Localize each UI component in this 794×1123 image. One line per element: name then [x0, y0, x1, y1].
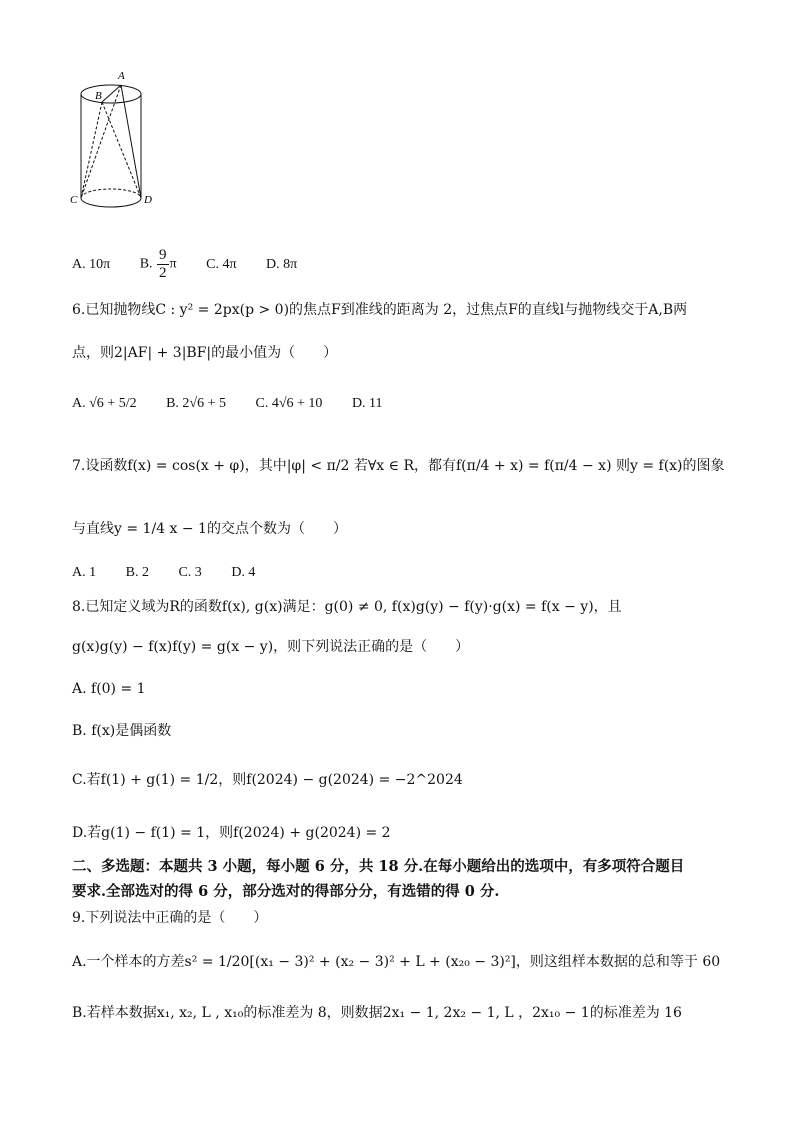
figure-label-a: A [118, 70, 125, 82]
q7-option-a: A. 1 [72, 565, 97, 580]
q5-option-a: A. 10π [72, 256, 111, 272]
figure-label-d: D [144, 194, 152, 206]
figure-label-b: B [95, 90, 102, 102]
q9-option-b: B.若样本数据x₁, x₂, L , x₁₀的标准差为 8，则数据2x₁ − 1, 2x₂ − 1, L ，2x₁₀ − 1的标准差为 16 [72, 1005, 682, 1021]
q6-stem-line2: 点，则2|AF| + 3|BF|的最小值为（ ） [72, 345, 338, 361]
q6-options [72, 397, 409, 411]
q5-options [72, 248, 323, 281]
q8-stem-line1: 8.已知定义域为R的函数f(x), g(x)满足：g(0) ≠ 0, f(x)g(y) − f(y)·g(x) = f(x − y)，且 [72, 599, 622, 615]
q6-stem-line1: 6.已知抛物线C : y² = 2px(p > 0)的焦点F到准线的距离为 2，过焦点F的直线l与抛物线交于A,B两 [72, 302, 688, 318]
cylinder-cone-figure [66, 62, 166, 212]
q7-stem-line1: 7.设函数f(x) = cos(x + φ)，其中|φ| < π/2 若∀x ∈ R，都有f(π/4 + x) = f(π/4 − x) 则y = f(x)的图象 [72, 458, 725, 474]
q7-option-c: C. 3 [178, 565, 202, 580]
q6-option-b: B. 2√6 + 5 [166, 396, 227, 411]
q7-options [72, 566, 281, 580]
section2-heading-line1: 二、多选题：本题共 3 小题，每小题 6 分，共 18 分.在每小题给出的选项中，有多项符合题目 [72, 858, 685, 875]
q5-option-b: B. $\frac{9}{2}$ π [139, 247, 177, 281]
q6-option-a: A. √6 + 5/2 [72, 396, 137, 411]
q6-option-c: C. 4√6 + 10 [255, 396, 323, 411]
q8-option-b: B. f(x)是偶函数 [72, 723, 172, 739]
q8-option-a: A. f(0) = 1 [72, 681, 146, 697]
q9-option-a: A.一个样本的方差s² = 1/20[(x₁ − 3)² + (x₂ − 3)² + L + (x₂₀ − 3)²]，则这组样本数据的总和等于 60 [72, 954, 721, 970]
q7-option-b: B. 2 [125, 565, 149, 580]
q7-stem-line2: 与直线y = 1/4 x − 1的交点个数为（ ） [72, 521, 347, 537]
q8-stem-line2: g(x)g(y) − f(x)f(y) = g(x − y)，则下列说法正确的是（ ） [72, 639, 470, 655]
q8-option-c: C.若f(1) + g(1) = 1/2，则f(2024) − g(2024) = −2^2024 [72, 772, 463, 788]
q8-option-d: D.若g(1) − f(1) = 1，则f(2024) + g(2024) = 2 [72, 825, 391, 841]
q9-stem: 9.下列说法中正确的是（ ） [72, 910, 268, 926]
figure-label-c: C [70, 194, 78, 206]
section2-heading-line2: 要求.全部选对的得 6 分，部分选对的得部分分，有选错的得 0 分. [72, 883, 500, 900]
q5-option-c: C. 4π [206, 256, 237, 272]
q7-option-d: D. 4 [231, 565, 256, 580]
q6-option-d: D. 11 [351, 396, 383, 411]
q5-option-d: D. 8π [266, 256, 298, 272]
